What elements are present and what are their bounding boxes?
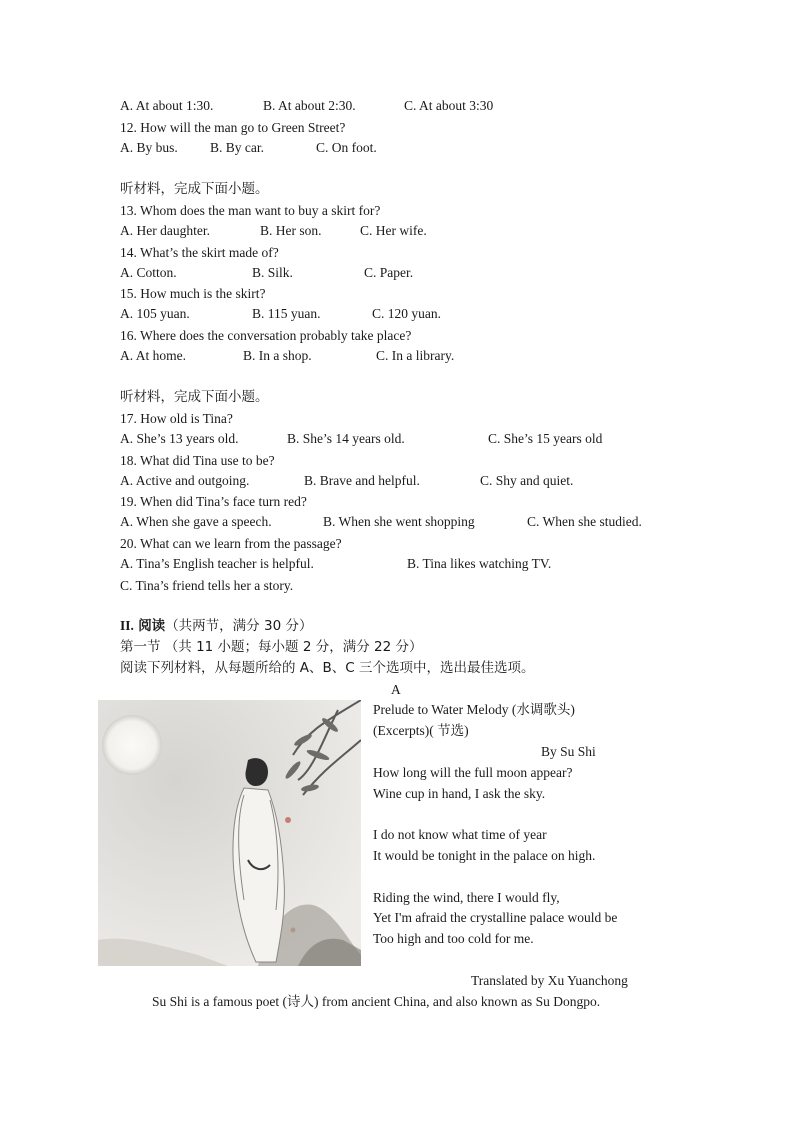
reading-part1-heading: 第一节 （共 11 小题；每小题 2 分，满分 22 分） xyxy=(120,639,423,655)
q14-option-b: B. Silk. xyxy=(252,265,293,280)
q16-option-c: C. In a library. xyxy=(376,348,455,363)
poet-painting-image xyxy=(98,700,361,966)
question-20: 20. What can we learn from the passage? xyxy=(120,536,342,551)
poem-line-6: Yet I'm afraid the crystalline palace would be xyxy=(373,910,618,925)
q15-option-a: A. 105 yuan. xyxy=(120,306,190,321)
q12-option-b: B. By car. xyxy=(210,140,264,155)
q12-option-a: A. By bus. xyxy=(120,140,178,155)
poem-title: Prelude to Water Melody (水调歌头) xyxy=(373,702,575,717)
q13-option-c: C. Her wife. xyxy=(360,223,427,238)
section-intro-13-16: 听材料，完成下面小题。 xyxy=(120,181,269,197)
poem-author: By Su Shi xyxy=(541,744,596,759)
question-15: 15. How much is the skirt? xyxy=(120,286,266,301)
poem-line-3: I do not know what time of year xyxy=(373,827,547,842)
q17-option-b: B. She’s 14 years old. xyxy=(287,431,405,446)
poem-line-4: It would be tonight in the palace on high. xyxy=(373,848,596,863)
q15-option-b: B. 115 yuan. xyxy=(252,306,321,321)
poem-line-1: How long will the full moon appear? xyxy=(373,765,573,780)
question-13: 13. Whom does the man want to buy a skirt for? xyxy=(120,203,381,218)
q17-option-c: C. She’s 15 years old xyxy=(488,431,603,446)
q20-option-a: A. Tina’s English teacher is helpful. xyxy=(120,556,314,571)
reading-section-heading xyxy=(120,617,312,635)
reading-instruction: 阅读下列材料，从每题所给的 A、B、C 三个选项中，选出最佳选项。 xyxy=(120,660,535,676)
q11-option-c: C. At about 3:30 xyxy=(404,98,494,113)
question-12: 12. How will the man go to Green Street? xyxy=(120,120,346,135)
question-16: 16. Where does the conversation probably take place? xyxy=(120,328,412,343)
poem-line-2: Wine cup in hand, I ask the sky. xyxy=(373,786,546,801)
passage-label: A xyxy=(391,682,401,697)
q20-option-b: B. Tina likes watching TV. xyxy=(407,556,552,571)
question-17: 17. How old is Tina? xyxy=(120,411,233,426)
poem-line-5: Riding the wind, there I would fly, xyxy=(373,890,560,905)
q12-option-c: C. On foot. xyxy=(316,140,377,155)
q18-option-b: B. Brave and helpful. xyxy=(304,473,420,488)
q19-option-c: C. When she studied. xyxy=(527,514,642,529)
reading-section-number: II. xyxy=(120,618,134,633)
question-18: 18. What did Tina use to be? xyxy=(120,453,275,468)
q16-option-a: A. At home. xyxy=(120,348,186,363)
q16-option-b: B. In a shop. xyxy=(243,348,312,363)
section-intro-17-20: 听材料，完成下面小题。 xyxy=(120,389,269,405)
q13-option-b: B. Her son. xyxy=(260,223,322,238)
q15-option-c: C. 120 yuan. xyxy=(372,306,441,321)
q13-option-a: A. Her daughter. xyxy=(120,223,210,238)
q18-option-a: A. Active and outgoing. xyxy=(120,473,250,488)
q11-option-a: A. At about 1:30. xyxy=(120,98,214,113)
q14-option-c: C. Paper. xyxy=(364,265,414,280)
poet-note: Su Shi is a famous poet (诗人) from ancient China, and also known as Su Dongpo. xyxy=(152,994,601,1009)
q17-option-a: A. She’s 13 years old. xyxy=(120,431,239,446)
translator-credit: Translated by Xu Yuanchong xyxy=(471,973,628,988)
q14-option-a: A. Cotton. xyxy=(120,265,177,280)
q20-option-c: C. Tina’s friend tells her a story. xyxy=(120,578,294,593)
ink-painting-icon xyxy=(98,700,361,966)
reading-section-title: 阅读 xyxy=(138,618,166,634)
q19-option-b: B. When she went shopping xyxy=(323,514,475,529)
q18-option-c: C. Shy and quiet. xyxy=(480,473,574,488)
q19-option-a: A. When she gave a speech. xyxy=(120,514,272,529)
q11-option-b: B. At about 2:30. xyxy=(263,98,356,113)
question-19: 19. When did Tina’s face turn red? xyxy=(120,494,307,509)
poem-excerpt-note: (Excerpts)( 节选) xyxy=(373,723,469,738)
reading-section-note: （共两节，满分 30 分） xyxy=(165,618,313,634)
question-14: 14. What’s the skirt made of? xyxy=(120,245,279,260)
poem-line-7: Too high and too cold for me. xyxy=(373,931,534,946)
